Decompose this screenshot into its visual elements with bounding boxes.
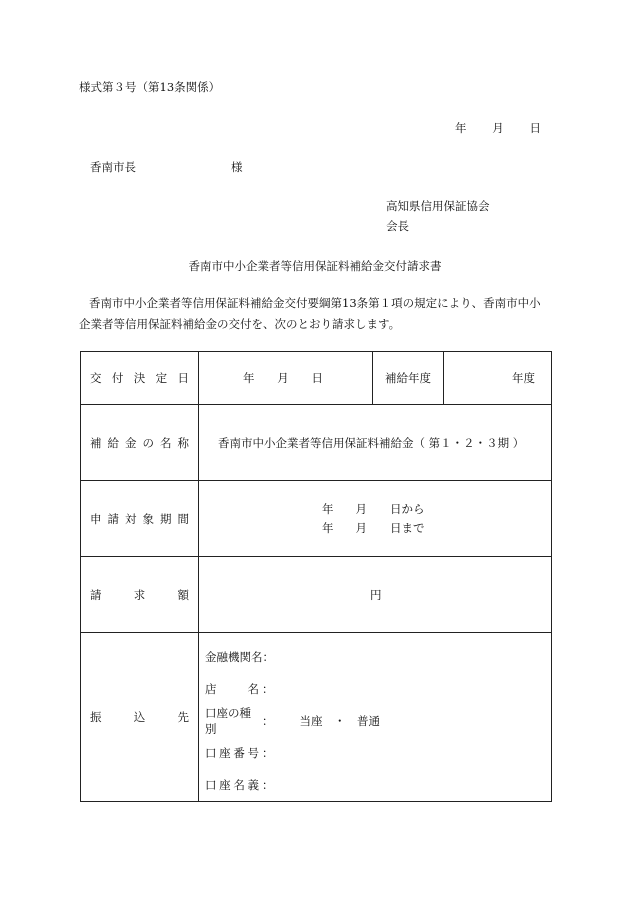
value-fiscal-year[interactable] xyxy=(444,352,552,405)
form-number: 様式第３号（第13条関係） xyxy=(79,80,221,94)
label-char: 補 xyxy=(90,435,102,450)
date-unit: 年 xyxy=(322,501,334,516)
key-char: 店 xyxy=(205,682,217,696)
table-row-subsidy-name xyxy=(81,405,552,481)
account-type-key: 口座の種別 xyxy=(205,706,251,736)
account-holder-key xyxy=(205,777,259,793)
label-claim-amount xyxy=(81,557,199,633)
value-subsidy-name: 香南市中小企業者等信用保証料補給金（ 第１・２・３期 ） xyxy=(199,405,552,481)
date-line xyxy=(455,121,541,135)
label-char: 金 xyxy=(125,435,137,450)
account-number-key xyxy=(205,745,259,761)
date-unit: 日 xyxy=(311,371,323,385)
account-number-row[interactable] xyxy=(205,737,551,769)
yen-unit: 円 xyxy=(370,587,382,602)
label-char: 付 xyxy=(111,371,124,385)
label-char: 額 xyxy=(177,587,189,602)
label-application-period xyxy=(81,481,199,557)
date-unit: 月 xyxy=(277,371,289,385)
date-unit: 年 xyxy=(322,520,334,535)
fiscal-year-unit: 年度 xyxy=(512,371,535,385)
label-char: 対 xyxy=(125,511,137,526)
account-type-row[interactable] xyxy=(205,705,551,737)
label-char: 決 xyxy=(133,371,146,385)
key-char: 番 xyxy=(233,746,245,760)
date-day-label: 日 xyxy=(529,121,541,135)
date-unit: 月 xyxy=(355,520,367,535)
value-transfer-destination xyxy=(199,633,552,802)
value-claim-amount[interactable] xyxy=(199,557,552,633)
label-char: 先 xyxy=(177,710,189,724)
label-char: 称 xyxy=(177,435,189,450)
key-char: 名 xyxy=(233,778,245,792)
bank-name-key: 金融機関名： xyxy=(205,650,274,664)
claim-table xyxy=(80,351,552,802)
sender-org: 高知県信用保証協会 xyxy=(386,199,490,213)
key-char: 義 xyxy=(247,778,259,792)
label-char: 振 xyxy=(90,710,102,724)
sender-title: 会長 xyxy=(386,219,409,233)
document-title: 香南市中小企業者等信用保証料補給金交付請求書 xyxy=(188,259,442,273)
table-row-transfer-destination xyxy=(81,633,552,802)
key-char: 名 xyxy=(247,682,259,696)
label-char: 象 xyxy=(142,511,154,526)
date-month-label: 月 xyxy=(492,121,504,135)
label-char: 間 xyxy=(177,511,189,526)
label-char: 請 xyxy=(90,587,102,602)
date-unit: 年 xyxy=(243,371,255,385)
label-char: 込 xyxy=(133,710,146,724)
label-char: 給 xyxy=(107,435,119,450)
label-subsidy-name xyxy=(81,405,199,481)
value-decision-date[interactable] xyxy=(199,352,373,405)
label-char: 期 xyxy=(160,511,172,526)
colon: ： xyxy=(262,714,274,728)
label-char: 申 xyxy=(90,511,102,526)
key-char: 口 xyxy=(205,778,217,792)
label-decision-date xyxy=(81,352,199,405)
label-char: 日 xyxy=(177,371,189,385)
key-char: 座 xyxy=(219,746,231,760)
table-row-claim-amount xyxy=(81,557,552,633)
bank-name-row[interactable] xyxy=(205,641,551,673)
period-to xyxy=(322,519,551,538)
key-char: 号 xyxy=(247,746,259,760)
date-unit: 日まで xyxy=(390,520,425,535)
label-char: 請 xyxy=(107,511,119,526)
body-line-2: 企業者等信用保証料補給金の交付を、次のとおり請求します。 xyxy=(79,317,401,331)
label-transfer-destination xyxy=(81,633,199,802)
table-row-application-period xyxy=(81,481,552,557)
label-fiscal-year: 補給年度 xyxy=(373,352,444,405)
period-from xyxy=(322,500,551,519)
label-char: 名 xyxy=(160,435,172,450)
table-row-decision-date xyxy=(81,352,552,405)
honorific: 様 xyxy=(231,160,243,174)
branch-name-key xyxy=(205,681,259,697)
date-year-label: 年 xyxy=(455,121,467,135)
label-char: の xyxy=(142,435,154,450)
colon: ： xyxy=(262,746,274,760)
body-line-1: 香南市中小企業者等信用保証料補給金交付要綱第13条第１項の規定により、香南市中小 xyxy=(89,296,541,310)
account-type-options[interactable]: 当座 ・ 普通 xyxy=(299,714,380,728)
date-unit: 月 xyxy=(355,501,367,516)
key-char: 口 xyxy=(205,746,217,760)
colon: ： xyxy=(262,682,274,696)
branch-name-row[interactable] xyxy=(205,673,551,705)
addressee: 香南市長 xyxy=(90,160,136,174)
label-char: 定 xyxy=(155,371,168,385)
date-unit: 日から xyxy=(390,501,425,516)
value-application-period[interactable] xyxy=(199,481,552,557)
key-char: 座 xyxy=(219,778,231,792)
label-char: 求 xyxy=(133,587,146,602)
label-char: 交 xyxy=(90,371,102,385)
account-holder-row[interactable] xyxy=(205,769,551,801)
colon: ： xyxy=(262,778,274,792)
